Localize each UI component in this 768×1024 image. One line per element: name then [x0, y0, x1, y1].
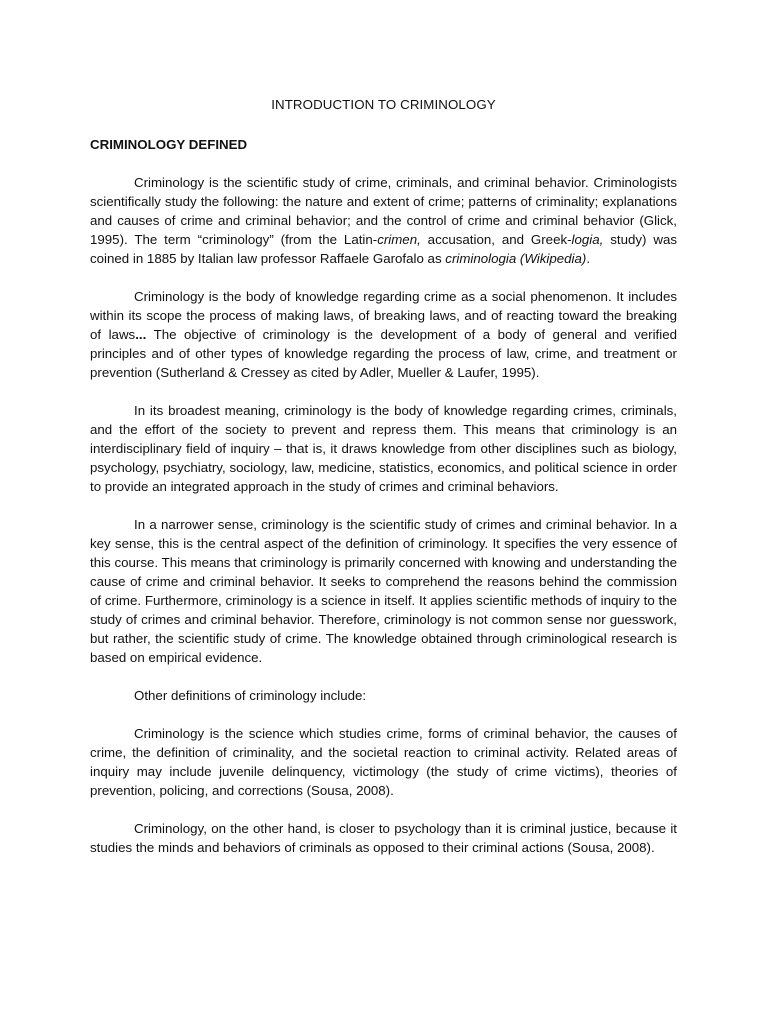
section-heading: CRIMINOLOGY DEFINED: [90, 137, 248, 152]
paragraph-1-text-c: accusation, and Greek-: [420, 232, 572, 247]
document-page: [90, 95, 677, 876]
paragraph-1-italic-crimen: crimen,: [377, 232, 421, 247]
paragraph-5: Other definitions of criminology include:: [134, 688, 367, 703]
paragraph-1-italic-criminologia: criminologia (Wikipedia): [445, 251, 587, 266]
paragraph-3: In its broadest meaning, criminology is the body of knowledge regarding crimes, criminals, and the effort of the society to prevent and repress them. This means that criminology is an interdisciplinary field of inquiry – that is, it draws knowledge from other disciplines such as biology, psychology, psychiatry, sociology, law, medicine, statistics, economics, and political science in order to provide an integrated approach in the study of crimes and criminal behaviors.: [90, 403, 677, 494]
paragraph-2-ellipsis: ...: [135, 327, 147, 342]
paragraph-1-italic-logia: logia,: [571, 232, 604, 247]
document-title: INTRODUCTION TO CRIMINOLOGY: [271, 97, 496, 112]
paragraph-4: In a narrower sense, criminology is the scientific study of crimes and criminal behavior. In a key sense, this is the central aspect of the definition of criminology. It specifies the very essence of this course. This means that criminology is primarily concerned with knowing and understanding the cause of crime and criminal behavior. It seeks to comprehend the reasons behind the commission of crime. Furthermore, criminology is a science in itself. It applies scientific methods of inquiry to the study of crimes and criminal behavior. Therefore, criminology is not common sense nor guesswork, but rather, the scientific study of crime. The knowledge obtained through criminological research is based on empirical evidence.: [90, 517, 677, 665]
paragraph-2: [90, 287, 677, 382]
paragraph-1-text-g: .: [586, 251, 591, 266]
paragraph-7: Criminology, on the other hand, is closer to psychology than it is criminal justice, because it studies the minds and behaviors of criminals as opposed to their criminal actions (Sousa, 2008).: [90, 821, 677, 855]
paragraph-2-text-c: The objective of criminology is the development of a body of general and verified principles and of other types of knowledge regarding the process of law, crime, and treatment or prevention (Sutherland & Cressey as cited by Adler, Mueller & Laufer, 1995).: [90, 327, 677, 380]
paragraph-1-text-e: study) was coined in 1885 by Italian law professor Raffaele Garofalo as: [90, 232, 677, 266]
paragraph-1: [90, 173, 677, 268]
paragraph-6: Criminology is the science which studies crime, forms of criminal behavior, the causes of crime, the definition of criminality, and the societal reaction to criminal activity. Related areas of inquiry may include juvenile delinquency, victimology (the study of crime victims), theories of prevention, policing, and corrections (Sousa, 2008).: [90, 726, 677, 798]
paragraph-2-text-a: Criminology is the body of knowledge regarding crime as a social phenomenon. It includes within its scope the process of making laws, of breaking laws, and of reacting toward the breaking of laws: [90, 289, 677, 342]
paragraph-1-text-a: Criminology is the scientific study of crime, criminals, and criminal behavior. Criminologists scientifically study the following: the nature and extent of crime; patterns of criminality; explanations and causes of crime and criminal behavior; and the control of crime and criminal behavior (Glick, 1995). The term “criminology” (from the Latin-: [90, 175, 677, 247]
